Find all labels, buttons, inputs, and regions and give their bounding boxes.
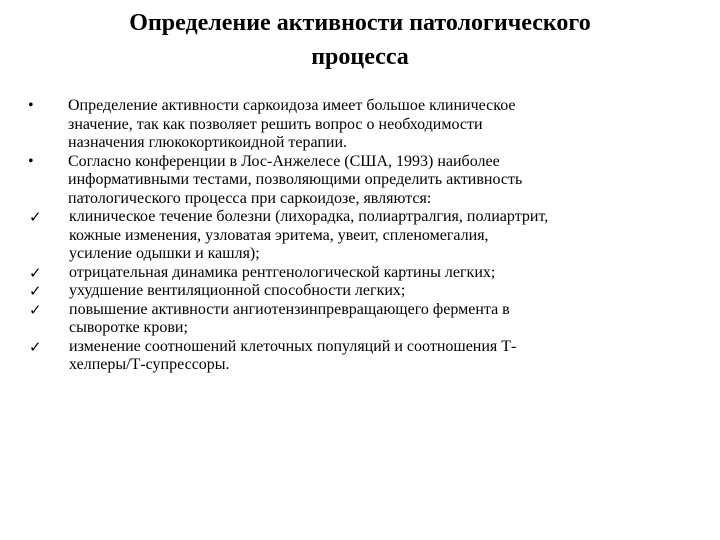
check-item-text — [69, 338, 700, 375]
checkmark-icon: ✓ — [29, 263, 42, 282]
check-item-clinical-course — [28, 208, 700, 264]
bullet-text-line: Согласно конференции в Лос-Анжелесе (США, 1993) наиболее — [68, 152, 500, 170]
bullet-text-line: кожные изменения, узловатая эритема, увеит, спленомегалия, — [69, 226, 489, 244]
check-item-text — [69, 301, 700, 338]
check-item-text — [69, 264, 700, 283]
bullet-text-line: назначения глюкокортикоидной терапии. — [68, 134, 348, 151]
checkmark-icon: ✓ — [29, 300, 42, 319]
bullet-text-line: патологического процесса при саркоидозе, являются: — [68, 189, 432, 207]
bullet-text-line: ухудшение вентиляционной способности легких; — [69, 282, 406, 299]
bullet-dot-icon: • — [28, 97, 34, 114]
check-item-cell-populations — [28, 338, 700, 375]
check-item-xray-dynamics — [28, 264, 700, 283]
checkmark-icon: ✓ — [29, 208, 42, 226]
bullet-text — [68, 97, 700, 153]
bullet-text-line: отрицательная динамика рентгенологической картины легких; — [69, 263, 496, 281]
bullet-text — [68, 153, 700, 209]
check-item-ventilation — [28, 282, 700, 301]
bullet-text-line: Определение активности саркоидоза имеет большое клиническое — [68, 97, 516, 114]
bullet-text-line: клиническое течение болезни (лихорадка, полиартралгия, полиартрит, — [69, 208, 549, 225]
bullet-text-line: значение, так как позволяет решить вопрос о необходимости — [68, 115, 483, 133]
check-item-text — [69, 282, 700, 301]
checkmark-icon: ✓ — [29, 337, 42, 356]
slide-title-line-2: процесса — [311, 44, 409, 70]
bullet-text-line: хелперы/Т-супрессоры. — [69, 356, 230, 373]
slide-title — [60, 6, 660, 74]
slide-title-line-1: Определение активности патологического — [129, 10, 591, 36]
bullet-text-line: информативными тестами, позволяющими определить активность — [68, 171, 523, 188]
bullet-list — [28, 97, 700, 375]
bullet-text-line: повышение активности ангиотензинпревращающего фермента в — [69, 300, 510, 318]
bullet-item-conference — [28, 153, 700, 209]
bullet-dot-icon: • — [28, 152, 34, 170]
check-item-ace-enzyme — [28, 301, 700, 338]
bullet-text-line: изменение соотношений клеточных популяций и соотношения Т- — [69, 337, 517, 355]
checkmark-icon: ✓ — [29, 282, 42, 300]
bullet-text-line: усиление одышки и кашля); — [69, 245, 260, 262]
check-item-text — [69, 208, 700, 264]
bullet-item-sarcoidosis-activity — [28, 97, 700, 153]
bullet-text-line: сыворотке крови; — [69, 319, 188, 336]
